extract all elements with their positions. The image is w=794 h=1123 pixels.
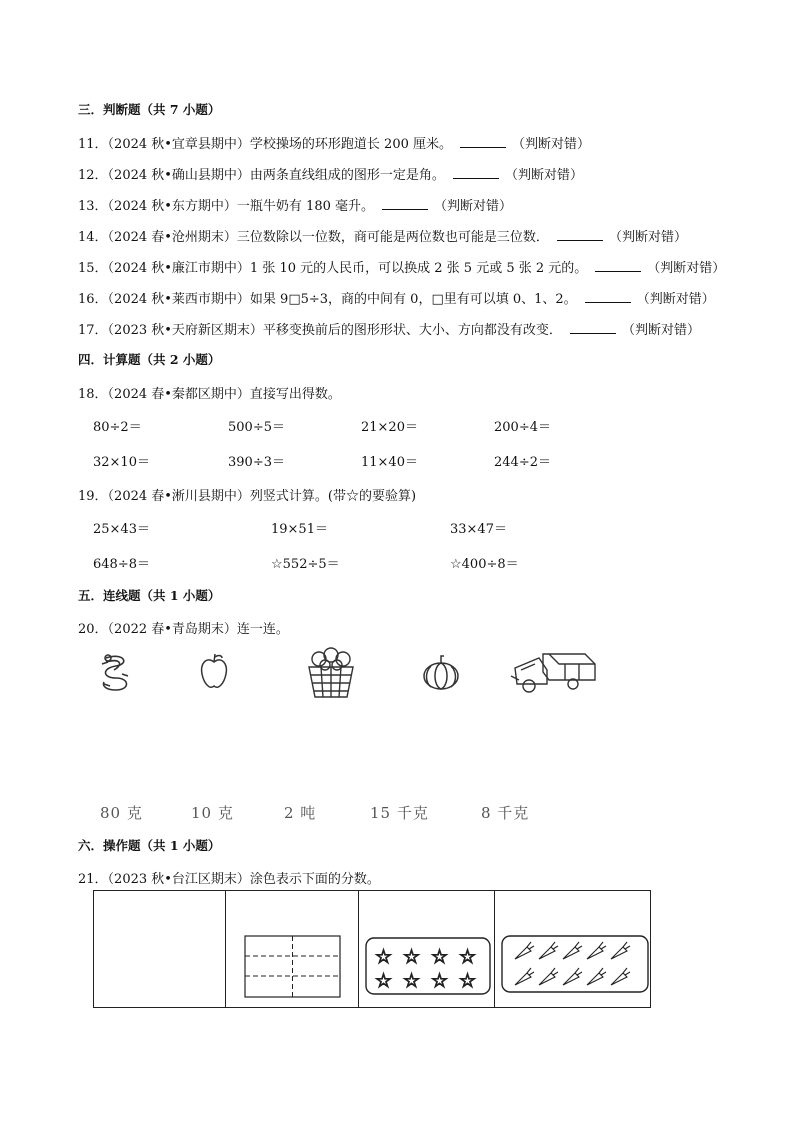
fraction-coloring-table bbox=[93, 890, 651, 1008]
svg-text:☆: ☆ bbox=[403, 970, 421, 992]
weight-label: 8 千克 bbox=[481, 804, 530, 822]
svg-text:☆: ☆ bbox=[375, 946, 393, 968]
question-stem: 13．（2024 秋•东方期中）一瓶牛奶有 180 毫升。 bbox=[78, 199, 375, 214]
vertical-calc-item: 648÷8＝ bbox=[93, 557, 150, 572]
svg-text:☆: ☆ bbox=[459, 946, 477, 968]
svg-text:☆: ☆ bbox=[431, 946, 449, 968]
table-cell-carrots bbox=[495, 891, 651, 1007]
question-stem: 16．（2024 秋•莱西市期中）如果 9□5÷3，商的中间有 0，□里有可以填 0、1、2。 bbox=[78, 292, 577, 307]
snake-icon bbox=[96, 650, 136, 698]
judge-question-13 bbox=[78, 195, 512, 214]
question-tail: （判断对错） bbox=[434, 199, 513, 214]
judge-question-11 bbox=[78, 133, 590, 152]
question-tail: （判断对错） bbox=[504, 168, 583, 183]
apple-icon bbox=[198, 652, 230, 692]
question-tail: （判断对错） bbox=[636, 292, 715, 307]
calc-item: 500÷5＝ bbox=[228, 420, 285, 435]
vertical-calc-item: 19×51＝ bbox=[271, 522, 328, 537]
section-heading-calc: 四．计算题（共 2 小题） bbox=[78, 352, 221, 367]
question-tail: （判断对错） bbox=[647, 261, 726, 276]
answer-blank[interactable] bbox=[585, 290, 631, 303]
question-18-stem: 18．（2024 春•秦都区期中）直接写出得数。 bbox=[78, 387, 341, 402]
weight-label: 80 克 bbox=[100, 804, 143, 822]
weight-label: 15 千克 bbox=[370, 804, 429, 822]
table-cell-stars bbox=[359, 891, 495, 1007]
svg-text:☆: ☆ bbox=[459, 970, 477, 992]
dashed-rectangle-shape[interactable] bbox=[244, 935, 342, 999]
vertical-calc-item: ☆400÷8＝ bbox=[450, 557, 519, 572]
question-tail: （判断对错） bbox=[512, 137, 591, 152]
calc-item: 32×10＝ bbox=[93, 455, 150, 470]
question-stem: 11．（2024 秋•宜章县期中）学校操场的环形跑道长 200 厘米。 bbox=[78, 137, 453, 152]
question-19-stem: 19．（2024 春•淅川县期中）列竖式计算。(带☆的要验算) bbox=[78, 489, 417, 504]
calc-item: 80÷2＝ bbox=[93, 420, 142, 435]
calc-item: 11×40＝ bbox=[361, 455, 418, 470]
question-stem: 17．（2023 秋•天府新区期末）平移变换前后的图形形状、大小、方向都没有改变． bbox=[78, 323, 562, 338]
question-stem: 12．（2024 秋•确山县期中）由两条直线组成的图形一定是角。 bbox=[78, 168, 445, 183]
calc-item: 200÷4＝ bbox=[494, 420, 551, 435]
judge-question-12 bbox=[78, 164, 583, 183]
weight-label: 10 克 bbox=[191, 804, 234, 822]
vertical-calc-item: 33×47＝ bbox=[450, 522, 507, 537]
answer-blank[interactable] bbox=[453, 166, 499, 179]
calc-item: 21×20＝ bbox=[361, 420, 418, 435]
answer-blank[interactable] bbox=[595, 259, 641, 272]
answer-blank[interactable] bbox=[570, 321, 616, 334]
judge-question-15 bbox=[78, 257, 725, 276]
table-cell-empty bbox=[94, 891, 226, 1007]
judge-question-16 bbox=[78, 288, 715, 307]
answer-blank[interactable] bbox=[557, 228, 603, 241]
question-20-stem: 20．（2022 春•青岛期末）连一连。 bbox=[78, 622, 289, 637]
svg-text:☆: ☆ bbox=[431, 970, 449, 992]
question-21-stem: 21．（2023 秋•台江区期末）涂色表示下面的分数。 bbox=[78, 872, 380, 887]
answer-blank[interactable] bbox=[382, 197, 428, 210]
question-tail: （判断对错） bbox=[621, 323, 700, 338]
fruit-basket-icon bbox=[303, 645, 359, 701]
svg-text:☆: ☆ bbox=[375, 970, 393, 992]
question-stem: 15．（2024 秋•廉江市期中）1 张 10 元的人民币，可以换成 2 张 5 元或 5 张 2 元的。 bbox=[78, 261, 588, 276]
vertical-calc-item: 25×43＝ bbox=[93, 522, 150, 537]
section-heading-judge: 三．判断题（共 7 小题） bbox=[78, 102, 221, 117]
question-tail: （判断对错） bbox=[608, 230, 687, 245]
stars-group[interactable] bbox=[365, 937, 491, 995]
weight-label: 2 吨 bbox=[284, 804, 317, 822]
question-stem: 14．（2024 春•沧州期末）三位数除以一位数，商可能是两位数也可能是三位数． bbox=[78, 230, 549, 245]
answer-blank[interactable] bbox=[460, 135, 506, 148]
table-cell-rectangle bbox=[226, 891, 359, 1007]
section-heading-operate: 六．操作题（共 1 小题） bbox=[78, 838, 221, 853]
section-heading-connect: 五．连线题（共 1 小题） bbox=[78, 588, 221, 603]
svg-text:☆: ☆ bbox=[403, 946, 421, 968]
carrots-group[interactable] bbox=[501, 935, 651, 995]
judge-question-14 bbox=[78, 226, 687, 245]
truck-icon bbox=[509, 648, 601, 696]
calc-item: 244÷2＝ bbox=[494, 455, 551, 470]
judge-question-17 bbox=[78, 319, 700, 338]
pumpkin-icon bbox=[421, 652, 461, 692]
calc-item: 390÷3＝ bbox=[228, 455, 285, 470]
vertical-calc-item: ☆552÷5＝ bbox=[271, 557, 340, 572]
